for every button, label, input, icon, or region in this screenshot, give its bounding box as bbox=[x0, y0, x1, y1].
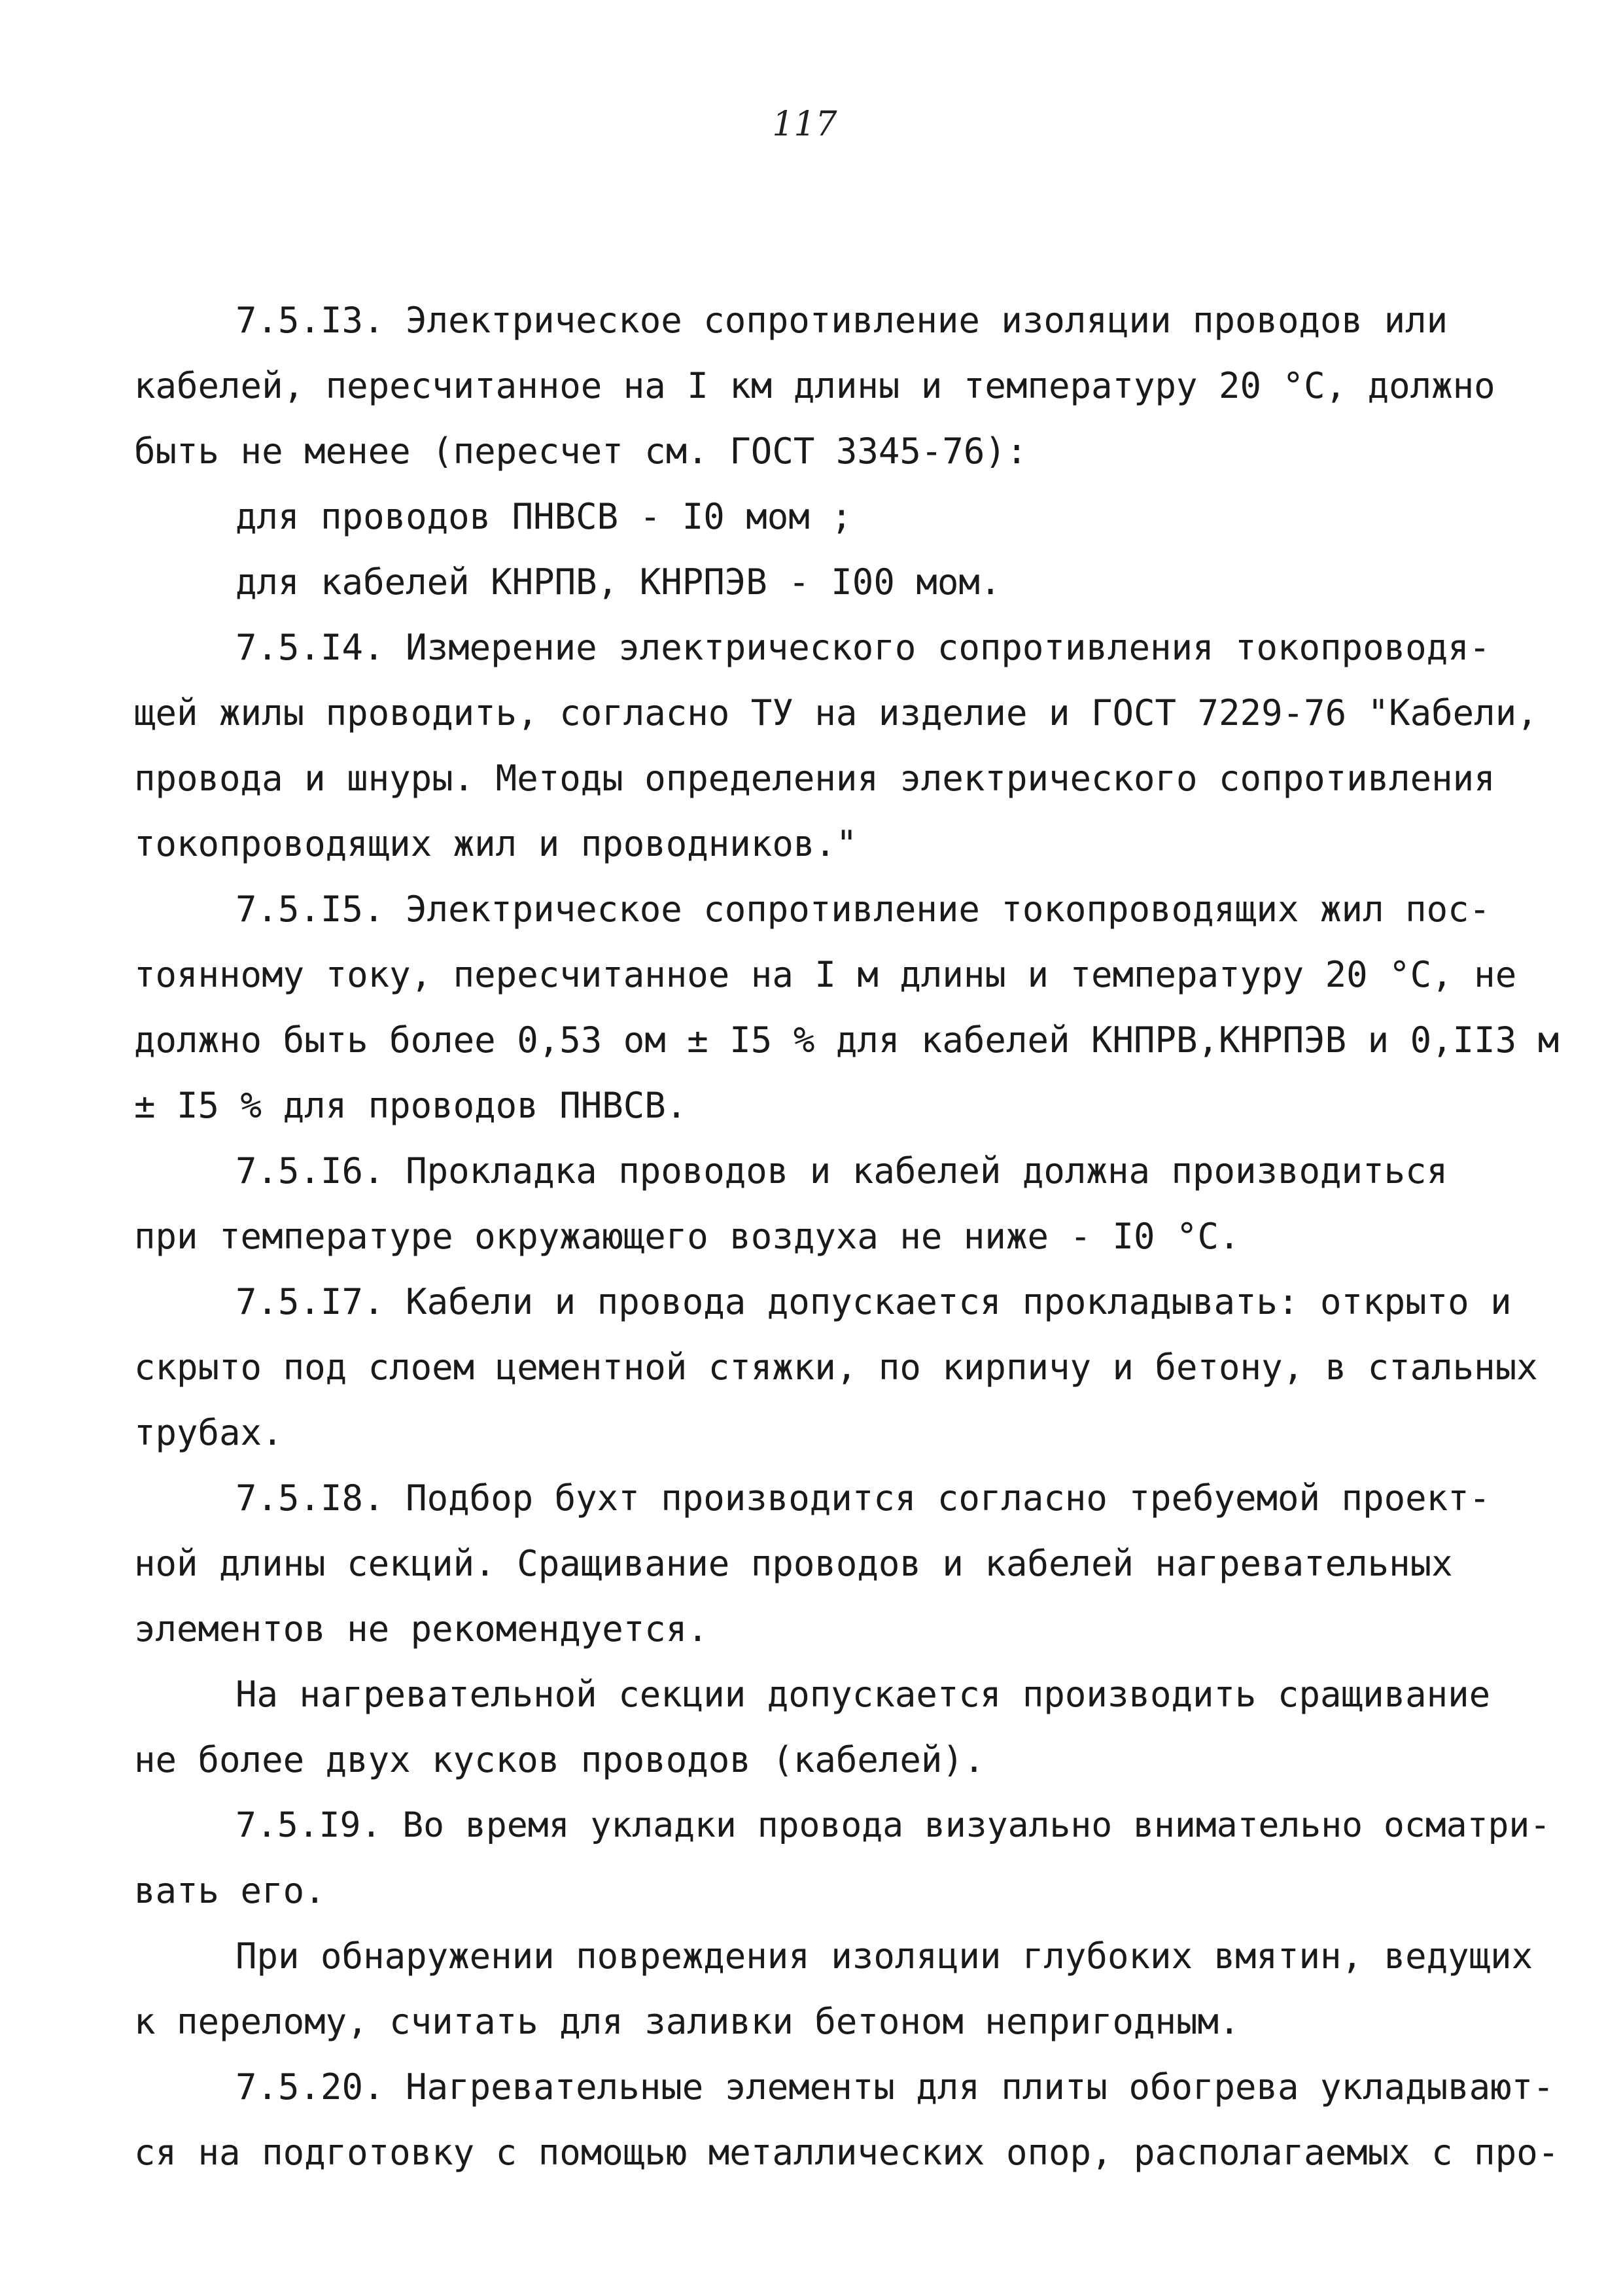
text-line: щей жилы проводить, согласно ТУ на изделие и ГОСТ 7229-76 "Кабели, bbox=[134, 692, 1538, 733]
text-line: трубах. bbox=[134, 1412, 283, 1453]
text-line: ной длины секций. Сращивание проводов и кабелей нагревательных bbox=[134, 1543, 1453, 1584]
page-number: 117 bbox=[772, 105, 837, 144]
text-line: кабелей, пересчитанное на I км длины и температуру 20 °С, должно bbox=[134, 365, 1495, 406]
text-line: 7.5.I3. Электрическое сопротивление изоляции проводов или bbox=[236, 300, 1448, 341]
text-line: 7.5.I8. Подбор бухт производится согласно требуемой проект- bbox=[236, 1477, 1491, 1519]
text-line: ± I5 % для проводов ПНВСВ. bbox=[134, 1085, 688, 1126]
text-line: провода и шнуры. Методы определения электрического сопротивления bbox=[134, 758, 1495, 799]
text-line: для кабелей КНРПВ, КНРПЭВ - I00 мом. bbox=[236, 561, 1002, 603]
text-line: при температуре окружающего воздуха не ниже - I0 °С. bbox=[134, 1216, 1240, 1257]
text-line: При обнаружении повреждения изоляции глубоких вмятин, ведущих bbox=[236, 1935, 1533, 1977]
text-line: для проводов ПНВСВ - I0 мом ; bbox=[236, 496, 852, 537]
text-line: 7.5.I4. Измерение электрического сопротивления токопроводя- bbox=[236, 627, 1491, 668]
text-line: скрыто под слоем цементной стяжки, по кирпичу и бетону, в стальных bbox=[134, 1347, 1538, 1388]
text-line: тоянному току, пересчитанное на I м длины и температуру 20 °С, не bbox=[134, 954, 1517, 995]
text-line: к перелому, считать для заливки бетоном непригодным. bbox=[134, 2001, 1240, 2042]
text-line: 7.5.I9. Во время укладки провода визуально внимательно осматри- bbox=[236, 1805, 1551, 1845]
text-line: элементов не рекомендуется. bbox=[134, 1608, 708, 1650]
text-line: 7.5.20. Нагревательные элементы для плиты обогрева укладывают- bbox=[236, 2066, 1554, 2108]
text-line: не более двух кусков проводов (кабелей). bbox=[134, 1739, 985, 1780]
text-line: вать его. bbox=[134, 1870, 326, 1911]
text-line: 7.5.I5. Электрическое сопротивление токопроводящих жил пос- bbox=[236, 889, 1491, 930]
text-line: должно быть более 0,53 ом ± I5 % для кабелей КНПРВ,КНРПЭВ и 0,II3 м bbox=[134, 1019, 1560, 1061]
text-line: быть не менее (пересчет см. ГОСТ 3345-76): bbox=[134, 431, 1028, 472]
text-line: токопроводящих жил и проводников." bbox=[134, 823, 858, 864]
text-line: На нагревательной секции допускается производить сращивание bbox=[236, 1674, 1491, 1715]
text-line: 7.5.I7. Кабели и провода допускается прокладывать: открыто и bbox=[236, 1281, 1512, 1322]
text-line: 7.5.I6. Прокладка проводов и кабелей должна производиться bbox=[236, 1150, 1448, 1192]
text-line: ся на подготовку с помощью металлических опор, располагаемых с про- bbox=[134, 2132, 1560, 2173]
